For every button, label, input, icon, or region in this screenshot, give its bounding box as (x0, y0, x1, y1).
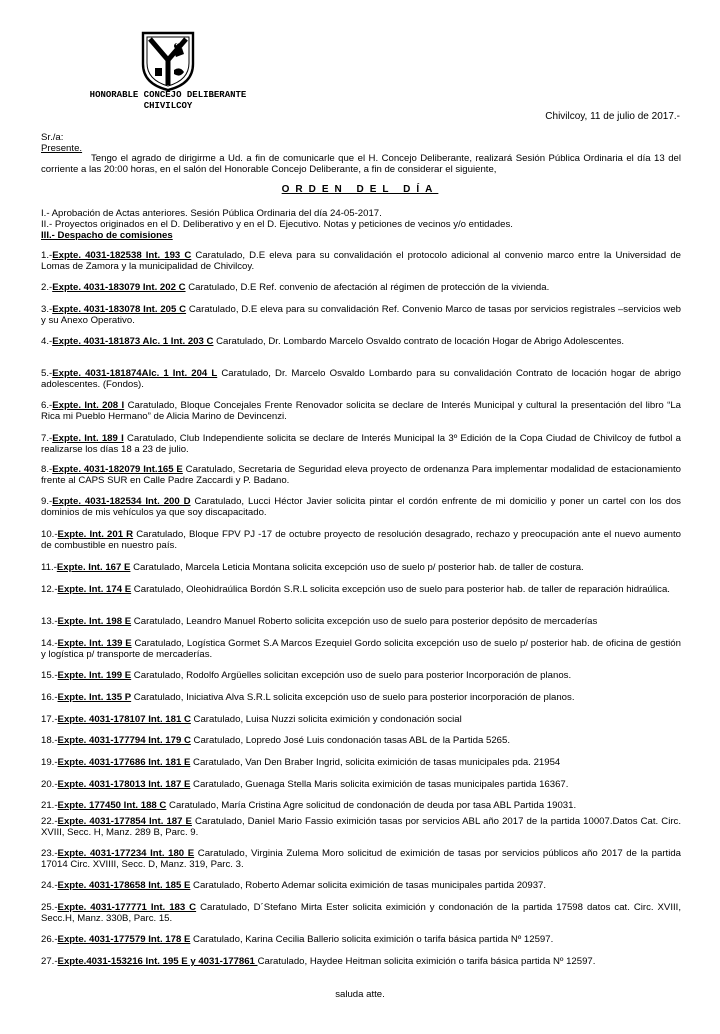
agenda-item: 26.-Expte. 4031-177579 Int. 178 E Caratulado, Karina Cecilia Ballerio solicita eximición o tarifa básica partida Nº 12597. (41, 934, 554, 945)
agenda-item: 8.-Expte. 4031-182079 Int.165 E Caratulado, Secretaria de Seguridad eleva proyecto de ordenanza Para implementar modalidad de estacionamiento frente al CAPS SUR en Calle Padre Zaccardi y P. Badano. (41, 464, 681, 486)
expediente-ref: Expte. 4031-177771 Int. 183 C (57, 902, 197, 913)
agenda-item: 27.-Expte.4031-153216 Int. 195 E y 4031-177861 Caratulado, Haydee Heitman solicita eximición o tarifa básica partida Nº 12597. (41, 956, 596, 967)
agenda-item: 15.-Expte. Int. 199 E Caratulado, Rodolfo Argüelles solicitan excepción uso de suelo para posterior Incorporación de planos. (41, 670, 572, 681)
expediente-ref: Expte. Int. 167 E (56, 562, 131, 573)
agenda-item: 25.-Expte. 4031-177771 Int. 183 C Caratulado, D´Stefano Mirta Ester solicita eximición y condonación de la partida 17598 datos cat. Circ. XVIII, Secc.H, Manz. 330B, Parc. 15. (41, 902, 681, 924)
organization-name: HONORABLE CONCEJO DELIBERANTE (89, 90, 247, 100)
intro-paragraph: Tengo el agrado de dirigirme a Ud. a fin de comunicarle que el H. Concejo Deliberante, realizará Sesión Pública Ordinaria el día 13 del corriente a las 20:00 horas, en el salón del Honorable Concejo Deliberante, a fin de considerar el siguiente, (41, 153, 681, 175)
agenda-item: 14.-Expte. Int. 139 E Caratulado, Logística Gormet S.A Marcos Ezequiel Gordo solicita excepción uso de suelo p/ posterior hab. de oficina de gestión y logística p/ transporte de mercaderías. (41, 638, 681, 660)
agenda-item: 3.-Expte. 4031-183078 Int. 205 C Caratulado, D.E eleva para su convalidación Ref. Convenio Marco de tasas por servicios registrales –servicios web y su Anexo Operativo. (41, 304, 681, 326)
expediente-ref: Expte. Int. 189 I (52, 433, 124, 444)
expediente-ref: Expte. 4031-177854 Int. 187 E (57, 816, 192, 827)
expediente-ref: Expte. Int. 201 R (57, 529, 134, 540)
expediente-ref: Expte. Int. 199 E (57, 670, 132, 681)
expediente-ref: Expte.4031-153216 Int. 195 E y 4031-177861 (57, 956, 258, 967)
letter-date: Chivilcoy, 11 de julio de 2017.- (545, 111, 680, 122)
expediente-ref: Expte. 4031-178107 Int. 181 C (57, 714, 191, 725)
expediente-ref: Expte. Int. 135 P (57, 692, 132, 703)
agenda-item: 18.-Expte. 4031-177794 Int. 179 C Caratulado, Lopredo José Luis condonación tasas ABL de la Partida 5265. (41, 735, 510, 746)
expediente-ref: Expte. 4031-177794 Int. 179 C (57, 735, 191, 746)
salutation-presente: Presente. (41, 143, 83, 154)
expediente-ref: Expte. 4031-177234 Int. 180 E (57, 848, 195, 859)
expediente-ref: Expte. 4031-177686 Int. 181 E (57, 757, 191, 768)
section-three: III.- Despacho de comisiones (41, 230, 173, 241)
expediente-ref: Expte. 4031-178658 Int. 185 E (57, 880, 191, 891)
expediente-ref: Expte. 4031-182538 Int. 193 C (52, 250, 192, 261)
agenda-item: 12.-Expte. Int. 174 E Caratulado, Oleohidraúlica Bordón S.R.L solicita excepción uso de suelo para posterior hab. de taller de reparación hidraúlica. (41, 584, 670, 595)
agenda-item: 1.-Expte. 4031-182538 Int. 193 C Caratulado, D.E eleva para su convalidación el protocolo adicional al convenio marco entre la Universidad de Lomas de Zamora y la municipalidad de Chivilcoy. (41, 250, 681, 272)
agenda-item: 22.-Expte. 4031-177854 Int. 187 E Caratulado, Daniel Mario Fassio eximición tasas por servicios ABL año 2017 de la partida 10007.Datos Cat. Circ. XVIII, Secc. H, Manz. 289 B, Parc. 9. (41, 816, 681, 838)
section-one: I.- Aprobación de Actas anteriores. Sesión Pública Ordinaria del día 24-05-2017. (41, 208, 382, 219)
expediente-ref: Expte. 4031-183078 Int. 205 C (52, 304, 187, 315)
agenda-item: 2.-Expte. 4031-183079 Int. 202 C Caratulado, D.E Ref. convenio de afectación al régimen de protección de la vivienda. (41, 282, 550, 293)
agenda-item: 16.-Expte. Int. 135 P Caratulado, Iniciativa Alva S.R.L solicita excepción uso de suelo para posterior incorporación de planos. (41, 692, 575, 703)
agenda-item: 21.-Expte. 177450 Int. 188 C Caratulado, María Cristina Agre solicitud de condonación de deuda por tasa ABL Partida 19031. (41, 800, 577, 811)
agenda-item: 10.-Expte. Int. 201 R Caratulado, Bloque FPV PJ -17 de octubre proyecto de resolución desagrado, rechazo y preocupación ante el nuevo aumento de combustible en nuestro país. (41, 529, 681, 551)
agenda-title: ORDEN DEL DÍA (281, 184, 439, 195)
municipal-seal-icon (140, 30, 196, 92)
expediente-ref: Expte. 4031-183079 Int. 202 C (52, 282, 186, 293)
agenda-item: 9.-Expte. 4031-182534 Int. 200 D Caratulado, Lucci Héctor Javier solicita pintar el cordón enfrente de mi domicilio y poner un cartel con los dos dominios de mis vehículos ya que soy discapacitado. (41, 496, 681, 518)
agenda-item: 13.-Expte. Int. 198 E Caratulado, Leandro Manuel Roberto solicita excepción uso de suelo para posterior depósito de mercaderías (41, 616, 598, 627)
agenda-item: 20.-Expte. 4031-178013 Int. 187 E Caratulado, Guenaga Stella Maris solicita eximición de tasas municipales partida 16367. (41, 779, 569, 790)
expediente-ref: Expte. Int. 139 E (57, 638, 132, 649)
expediente-ref: Expte. 4031-177579 Int. 178 E (57, 934, 191, 945)
expediente-ref: Expte. Int. 198 E (57, 616, 132, 627)
expediente-ref: Expte. 4031-178013 Int. 187 E (57, 779, 191, 790)
expediente-ref: Expte. 4031-181874Alc. 1 Int. 204 L (52, 368, 218, 379)
expediente-ref: Expte. 177450 Int. 188 C (57, 800, 167, 811)
expediente-ref: Expte. 4031-181873 Alc. 1 Int. 203 C (52, 336, 214, 347)
organization-city: CHIVILCOY (143, 101, 193, 111)
agenda-item: 17.-Expte. 4031-178107 Int. 181 C Caratulado, Luisa Nuzzi solicita eximición y condonación social (41, 714, 462, 725)
expediente-ref: Expte. Int. 174 E (57, 584, 132, 595)
expediente-ref: Expte. 4031-182534 Int. 200 D (52, 496, 191, 507)
agenda-item: 5.-Expte. 4031-181874Alc. 1 Int. 204 L Caratulado, Dr. Marcelo Osvaldo Lombardo para su convalidación Contrato de locación hogar de abrigo adolescentes. (Fondos). (41, 368, 682, 390)
agenda-item: 4.-Expte. 4031-181873 Alc. 1 Int. 203 C Caratulado, Dr. Lombardo Marcelo Osvaldo contrato de locación Hogar de Abrigo Adolescentes. (41, 336, 625, 347)
salutation-line: Sr./a: (41, 132, 64, 143)
agenda-item: 6.-Expte. Int. 208 I Caratulado, Bloque Concejales Frente Renovador solicita se declare de Interés Municipal y cultural la presentación del libro “La Rica mi Pueblo Hermano” de Alicia Marino de Devincenzi. (41, 400, 681, 422)
agenda-item: 23.-Expte. 4031-177234 Int. 180 E Caratulado, Virginia Zulema Moro solicitud de eximición de tasas por servicios públicos año 2017 de la partida 17014 Circ. XVIIII, Secc. D, Manz. 319, Parc. 3. (41, 848, 682, 870)
section-two: II.- Proyectos originados en el D. Deliberativo y en el D. Ejecutivo. Notas y peticiones de vecinos y/o entidades. (41, 219, 513, 230)
expediente-ref: Expte. Int. 208 I (52, 400, 125, 411)
expediente-ref: Expte. 4031-182079 Int.165 E (52, 464, 183, 475)
agenda-item: 7.-Expte. Int. 189 I Caratulado, Club Independiente solicita se declare de Interés Municipal la 3º Edición de la Copa Ciudad de Chivilcoy de futbol a realizarse los días 18 a 23 de julio. (41, 433, 681, 455)
agenda-item: 24.-Expte. 4031-178658 Int. 185 E Caratulado, Roberto Ademar solicita eximición de tasas municipales partida 20937. (41, 880, 547, 891)
agenda-item: 11.-Expte. Int. 167 E Caratulado, Marcela Leticia Montana solicita excepción uso de suelo p/ posterior hab. de taller de costura. (41, 562, 584, 573)
agenda-item: 19.-Expte. 4031-177686 Int. 181 E Caratulado, Van Den Braber Ingrid, solicita eximición de tasas municipales pda. 21954 (41, 757, 561, 768)
closing-line: saluda atte. (335, 989, 385, 1000)
